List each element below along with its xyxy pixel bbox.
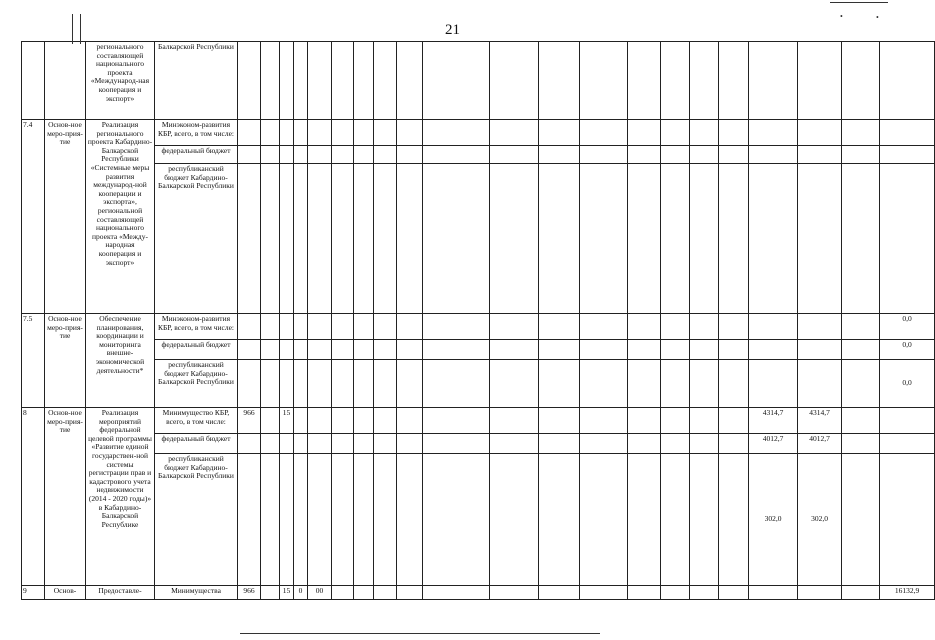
empty-cell: [842, 586, 880, 600]
executor-cell: Минэконом-развития КБР, всего, в том числе:: [155, 120, 238, 146]
section-code-cell: [261, 340, 280, 360]
subsection-code-cell: [280, 164, 294, 314]
amount-cell: [749, 120, 798, 146]
amount-cell: [880, 164, 935, 314]
section-code-cell: [261, 454, 280, 586]
empty-cell: [842, 408, 880, 434]
target-item-code-cell: [294, 454, 308, 586]
empty-cell: [397, 146, 423, 164]
empty-cell: [354, 164, 374, 314]
empty-cell: [580, 42, 628, 120]
executor-cell: Минимущества: [155, 586, 238, 600]
empty-cell: [719, 586, 749, 600]
section-code-cell: [261, 146, 280, 164]
executor-cell: Балкарской Республики: [155, 42, 238, 120]
empty-cell: [661, 454, 690, 586]
empty-cell: [690, 164, 719, 314]
empty-cell: [628, 164, 661, 314]
section-code-cell: [261, 164, 280, 314]
row-number-cell: 7.4: [22, 120, 45, 314]
expense-type-code-cell: [308, 120, 332, 146]
amount-cell: [880, 42, 935, 120]
scan-speck: •: [840, 12, 843, 21]
empty-cell: [490, 434, 539, 454]
empty-cell: [690, 586, 719, 600]
row-number-cell: 9: [22, 586, 45, 600]
expense-type-code-cell: 00: [308, 586, 332, 600]
empty-cell: [719, 146, 749, 164]
empty-cell: [661, 42, 690, 120]
grbs-code-cell: [238, 454, 261, 586]
expense-type-code-cell: [308, 434, 332, 454]
empty-cell: [397, 340, 423, 360]
table-row: [22, 360, 935, 408]
empty-cell: [690, 360, 719, 408]
expense-type-code-cell: [308, 408, 332, 434]
amount-cell: 4314,7: [798, 408, 842, 434]
amount-cell: [749, 164, 798, 314]
grbs-code-cell: [238, 360, 261, 408]
executor-cell: Минэконом-развития КБР, всего, в том числе:: [155, 314, 238, 340]
empty-cell: [332, 120, 354, 146]
grbs-code-cell: 966: [238, 408, 261, 434]
subsection-code-cell: [280, 314, 294, 340]
empty-cell: [397, 360, 423, 408]
empty-cell: [374, 120, 397, 146]
amount-cell: [798, 146, 842, 164]
target-item-code-cell: [294, 408, 308, 434]
row-number-cell: 7.5: [22, 314, 45, 408]
empty-cell: [580, 340, 628, 360]
subsection-code-cell: [280, 340, 294, 360]
empty-cell: [490, 408, 539, 434]
empty-cell: [539, 434, 580, 454]
expense-type-code-cell: [308, 340, 332, 360]
empty-cell: [374, 314, 397, 340]
empty-cell: [719, 42, 749, 120]
section-code-cell: [261, 360, 280, 408]
target-item-code-cell: [294, 146, 308, 164]
program-resource-table: [21, 41, 935, 600]
empty-cell: [374, 408, 397, 434]
empty-cell: [354, 454, 374, 586]
empty-cell: [539, 454, 580, 586]
grbs-code-cell: [238, 146, 261, 164]
empty-cell: [332, 164, 354, 314]
empty-cell: [354, 314, 374, 340]
amount-cell: 302,0: [749, 454, 798, 586]
empty-cell: [397, 408, 423, 434]
subsection-code-cell: [280, 42, 294, 120]
empty-cell: [842, 340, 880, 360]
amount-cell: [798, 586, 842, 600]
empty-cell: [580, 434, 628, 454]
amount-cell: 0,0: [880, 340, 935, 360]
empty-cell: [423, 146, 490, 164]
section-code-cell: [261, 408, 280, 434]
amount-cell: [880, 454, 935, 586]
amount-cell: 4314,7: [749, 408, 798, 434]
empty-cell: [628, 146, 661, 164]
empty-cell: [628, 434, 661, 454]
activity-name-cell: регионального составляющей национального проекта «Международ-ная кооперация и экспорт»: [86, 42, 155, 120]
grbs-code-cell: [238, 434, 261, 454]
subsection-code-cell: 15: [280, 586, 294, 600]
empty-cell: [490, 454, 539, 586]
grbs-code-cell: [238, 42, 261, 120]
empty-cell: [332, 314, 354, 340]
empty-cell: [354, 340, 374, 360]
empty-cell: [490, 120, 539, 146]
empty-cell: [719, 314, 749, 340]
empty-cell: [332, 586, 354, 600]
scan-speck: •: [876, 13, 879, 22]
empty-cell: [842, 454, 880, 586]
empty-cell: [842, 164, 880, 314]
empty-cell: [628, 408, 661, 434]
empty-cell: [842, 146, 880, 164]
section-code-cell: [261, 120, 280, 146]
empty-cell: [719, 454, 749, 586]
empty-cell: [719, 120, 749, 146]
empty-cell: [354, 408, 374, 434]
grbs-code-cell: [238, 164, 261, 314]
empty-cell: [661, 340, 690, 360]
empty-cell: [580, 314, 628, 340]
empty-cell: [628, 340, 661, 360]
empty-cell: [332, 408, 354, 434]
empty-cell: [661, 120, 690, 146]
grbs-code-cell: [238, 314, 261, 340]
amount-cell: [749, 586, 798, 600]
empty-cell: [354, 42, 374, 120]
amount-cell: [798, 120, 842, 146]
activity-type-cell: Основ-: [45, 586, 86, 600]
empty-cell: [397, 314, 423, 340]
subsection-code-cell: [280, 434, 294, 454]
executor-cell: федеральный бюджет: [155, 434, 238, 454]
executor-cell: республиканский бюджет Кабардино-Балкарской Республики: [155, 164, 238, 314]
executor-cell: федеральный бюджет: [155, 146, 238, 164]
empty-cell: [374, 146, 397, 164]
empty-cell: [661, 360, 690, 408]
empty-cell: [719, 408, 749, 434]
empty-cell: [423, 340, 490, 360]
empty-cell: [332, 340, 354, 360]
empty-cell: [580, 408, 628, 434]
amount-cell: [798, 360, 842, 408]
empty-cell: [539, 314, 580, 340]
empty-cell: [354, 434, 374, 454]
amount-cell: 4012,7: [749, 434, 798, 454]
table-row: [22, 434, 935, 454]
amount-cell: [749, 314, 798, 340]
executor-cell: Минимущество КБР, всего, в том числе:: [155, 408, 238, 434]
empty-cell: [661, 314, 690, 340]
executor-cell: республиканский бюджет Кабардино-Балкарской Республики: [155, 360, 238, 408]
empty-cell: [539, 340, 580, 360]
activity-name-cell: Реализация регионального проекта Кабардино-Балкарской Республики «Системные меры развития международ-ной кооперации и экспорта», региональной составляющей национального проекта «Между-народная кооперация и экспорт»: [86, 120, 155, 314]
executor-cell: республиканский бюджет Кабардино-Балкарской Республики: [155, 454, 238, 586]
table-row: [22, 146, 935, 164]
empty-cell: [842, 120, 880, 146]
expense-type-code-cell: [308, 146, 332, 164]
scan-line: [830, 2, 888, 3]
empty-cell: [539, 146, 580, 164]
empty-cell: [423, 314, 490, 340]
activity-type-cell: Основ-ное меро-прия-тие: [45, 408, 86, 586]
empty-cell: [690, 120, 719, 146]
empty-cell: [539, 360, 580, 408]
empty-cell: [354, 120, 374, 146]
empty-cell: [628, 314, 661, 340]
empty-cell: [490, 360, 539, 408]
empty-cell: [661, 164, 690, 314]
subsection-code-cell: [280, 454, 294, 586]
amount-cell: 4012,7: [798, 434, 842, 454]
section-code-cell: [261, 42, 280, 120]
empty-cell: [580, 146, 628, 164]
subsection-code-cell: 15: [280, 408, 294, 434]
empty-cell: [842, 360, 880, 408]
empty-cell: [628, 586, 661, 600]
amount-cell: [880, 434, 935, 454]
amount-cell: [798, 314, 842, 340]
page-number: 21: [445, 22, 460, 38]
empty-cell: [397, 454, 423, 586]
empty-cell: [719, 340, 749, 360]
empty-cell: [490, 164, 539, 314]
empty-cell: [354, 360, 374, 408]
amount-cell: 16132,9: [880, 586, 935, 600]
empty-cell: [374, 360, 397, 408]
empty-cell: [332, 42, 354, 120]
empty-cell: [842, 314, 880, 340]
amount-cell: [798, 340, 842, 360]
empty-cell: [374, 340, 397, 360]
empty-cell: [332, 146, 354, 164]
empty-cell: [690, 454, 719, 586]
empty-cell: [580, 586, 628, 600]
section-code-cell: [261, 434, 280, 454]
target-item-code-cell: 0: [294, 586, 308, 600]
empty-cell: [690, 340, 719, 360]
amount-cell: 0,0: [880, 314, 935, 340]
empty-cell: [374, 42, 397, 120]
empty-cell: [539, 408, 580, 434]
executor-cell: федеральный бюджет: [155, 340, 238, 360]
empty-cell: [490, 586, 539, 600]
amount-cell: 0,0: [880, 360, 935, 408]
subsection-code-cell: [280, 120, 294, 146]
amount-cell: [880, 408, 935, 434]
empty-cell: [539, 42, 580, 120]
scan-line: [240, 633, 600, 634]
expense-type-code-cell: [308, 360, 332, 408]
empty-cell: [539, 120, 580, 146]
empty-cell: [423, 586, 490, 600]
target-item-code-cell: [294, 434, 308, 454]
amount-cell: [880, 146, 935, 164]
row-number-cell: 8: [22, 408, 45, 586]
empty-cell: [661, 586, 690, 600]
empty-cell: [397, 42, 423, 120]
empty-cell: [628, 42, 661, 120]
activity-type-cell: [45, 42, 86, 120]
empty-cell: [628, 454, 661, 586]
subsection-code-cell: [280, 360, 294, 408]
table-row: [22, 120, 935, 146]
section-code-cell: [261, 586, 280, 600]
row-number-cell: [22, 42, 45, 120]
empty-cell: [628, 120, 661, 146]
activity-name-cell: Предоставле-: [86, 586, 155, 600]
target-item-code-cell: [294, 42, 308, 120]
expense-type-code-cell: [308, 454, 332, 586]
amount-cell: [749, 340, 798, 360]
target-item-code-cell: [294, 120, 308, 146]
empty-cell: [690, 434, 719, 454]
target-item-code-cell: [294, 340, 308, 360]
table-row: [22, 408, 935, 434]
empty-cell: [423, 360, 490, 408]
grbs-code-cell: 966: [238, 586, 261, 600]
empty-cell: [332, 434, 354, 454]
empty-cell: [374, 454, 397, 586]
empty-cell: [842, 42, 880, 120]
target-item-code-cell: [294, 314, 308, 340]
activity-type-cell: Основ-ное меро-прия-тие: [45, 120, 86, 314]
grbs-code-cell: [238, 340, 261, 360]
target-item-code-cell: [294, 360, 308, 408]
amount-cell: [749, 42, 798, 120]
empty-cell: [423, 164, 490, 314]
expense-type-code-cell: [308, 314, 332, 340]
activity-name-cell: Обеспечение планирования, координации и мониторинга внешне-экономической деятельности*: [86, 314, 155, 408]
empty-cell: [842, 434, 880, 454]
empty-cell: [661, 434, 690, 454]
empty-cell: [539, 164, 580, 314]
amount-cell: [749, 360, 798, 408]
table-row: [22, 340, 935, 360]
empty-cell: [580, 454, 628, 586]
empty-cell: [332, 454, 354, 586]
empty-cell: [690, 42, 719, 120]
expense-type-code-cell: [308, 42, 332, 120]
activity-name-cell: Реализация мероприятий федеральной целевой программы «Развитие единой государствен-ной системы регистрации прав и кадастрового учета недвижимости (2014 - 2020 годы)» в Кабардино-Балкарской Республике: [86, 408, 155, 586]
amount-cell: [798, 42, 842, 120]
empty-cell: [490, 146, 539, 164]
empty-cell: [397, 586, 423, 600]
table-row: [22, 314, 935, 340]
empty-cell: [580, 360, 628, 408]
section-code-cell: [261, 314, 280, 340]
empty-cell: [628, 360, 661, 408]
empty-cell: [490, 42, 539, 120]
empty-cell: [374, 434, 397, 454]
empty-cell: [423, 434, 490, 454]
empty-cell: [397, 434, 423, 454]
empty-cell: [397, 164, 423, 314]
amount-cell: 302,0: [798, 454, 842, 586]
scan-line: [80, 14, 81, 44]
empty-cell: [374, 164, 397, 314]
empty-cell: [661, 408, 690, 434]
expense-type-code-cell: [308, 164, 332, 314]
subsection-code-cell: [280, 146, 294, 164]
amount-cell: [798, 164, 842, 314]
amount-cell: [749, 146, 798, 164]
empty-cell: [354, 146, 374, 164]
empty-cell: [690, 314, 719, 340]
empty-cell: [490, 314, 539, 340]
table-row: [22, 42, 935, 120]
grbs-code-cell: [238, 120, 261, 146]
empty-cell: [397, 120, 423, 146]
empty-cell: [490, 340, 539, 360]
target-item-code-cell: [294, 164, 308, 314]
amount-cell: [880, 120, 935, 146]
empty-cell: [423, 120, 490, 146]
empty-cell: [423, 42, 490, 120]
table-row: [22, 454, 935, 586]
empty-cell: [580, 164, 628, 314]
table-row: [22, 586, 935, 600]
scan-line: [72, 14, 73, 44]
table-row: [22, 164, 935, 314]
empty-cell: [719, 434, 749, 454]
empty-cell: [539, 586, 580, 600]
empty-cell: [719, 360, 749, 408]
empty-cell: [354, 586, 374, 600]
empty-cell: [580, 120, 628, 146]
empty-cell: [423, 454, 490, 586]
empty-cell: [374, 586, 397, 600]
empty-cell: [423, 408, 490, 434]
empty-cell: [690, 146, 719, 164]
empty-cell: [332, 360, 354, 408]
activity-type-cell: Основ-ное меро-прия-тие: [45, 314, 86, 408]
empty-cell: [690, 408, 719, 434]
empty-cell: [719, 164, 749, 314]
empty-cell: [661, 146, 690, 164]
